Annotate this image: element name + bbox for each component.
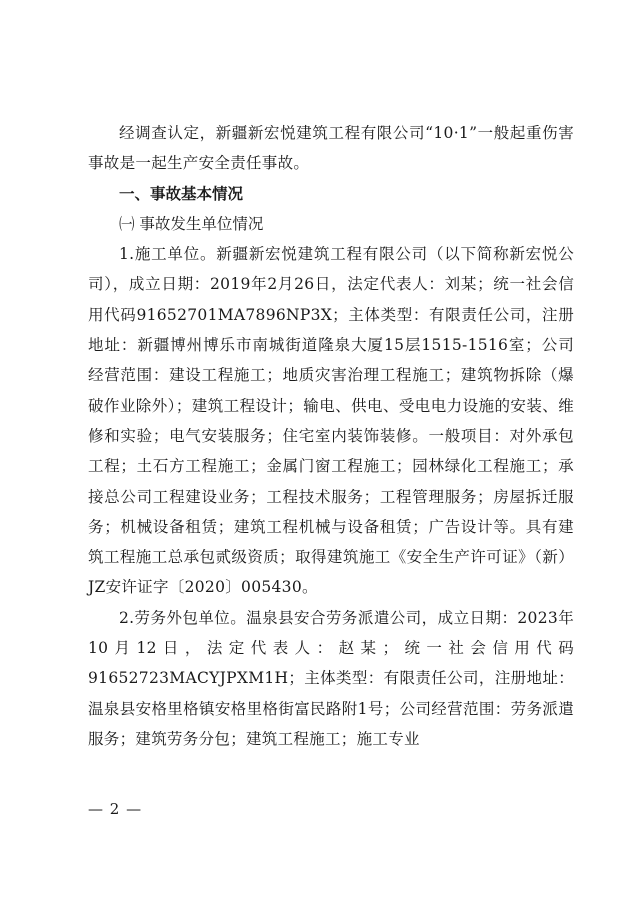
section-heading-basic-info: 一、事故基本情况	[119, 184, 244, 203]
subsection-heading-unit-info: ㈠ 事故发生单位情况	[119, 214, 264, 233]
paragraph-construction-unit: 1.施工单位。新疆新宏悦建筑工程有限公司（以下简称新宏悦公司），成立日期：2019年2月26日，法定代表人：刘某；统一社会信用代码91652701MA7896NP3X；主体类型：有限责任公司，注册地址：新疆博州博乐市南城街道隆泉大厦15层1515-1516室；公司经营范围：建设工程施工；地质灾害治理工程施工；建筑物拆除（爆破作业除外）；建筑工程设计；输电、供电、受电电力设施的安装、维修和实验；电气安装服务；住宅室内装饰装修。一般项目：对外承包工程；土石方工程施工；金属门窗工程施工；园林绿化工程施工；承接总公司工程建设业务；工程技术服务；工程管理服务；房屋拆迁服务；机械设备租赁；建筑工程机械与设备租赁；广告设计等。具有建筑工程施工总承包贰级资质；取得建筑施工《安全生产许可证》（新）JZ安许证字〔2020〕005430。	[88, 245, 574, 597]
paragraph-labor-unit: 2.劳务外包单位。温泉县安合劳务派遣公司，成立日期：2023年10月12日，法定代表人：赵某；统一社会信用代码91652723MACYJPXM1H；主体类型：有限责任公司，注册地址：温泉县安格里格镇安格里格街富民路附1号；公司经营范围：劳务派遣服务；建筑劳务分包；建筑工程施工；施工专业	[88, 608, 574, 748]
document-body	[88, 118, 574, 754]
intro-paragraph: 经调查认定，新疆新宏悦建筑工程有限公司“10·1”一般起重伤害事故是一起生产安全责任事故。	[88, 124, 574, 173]
page-number: — 2 —	[88, 800, 143, 818]
